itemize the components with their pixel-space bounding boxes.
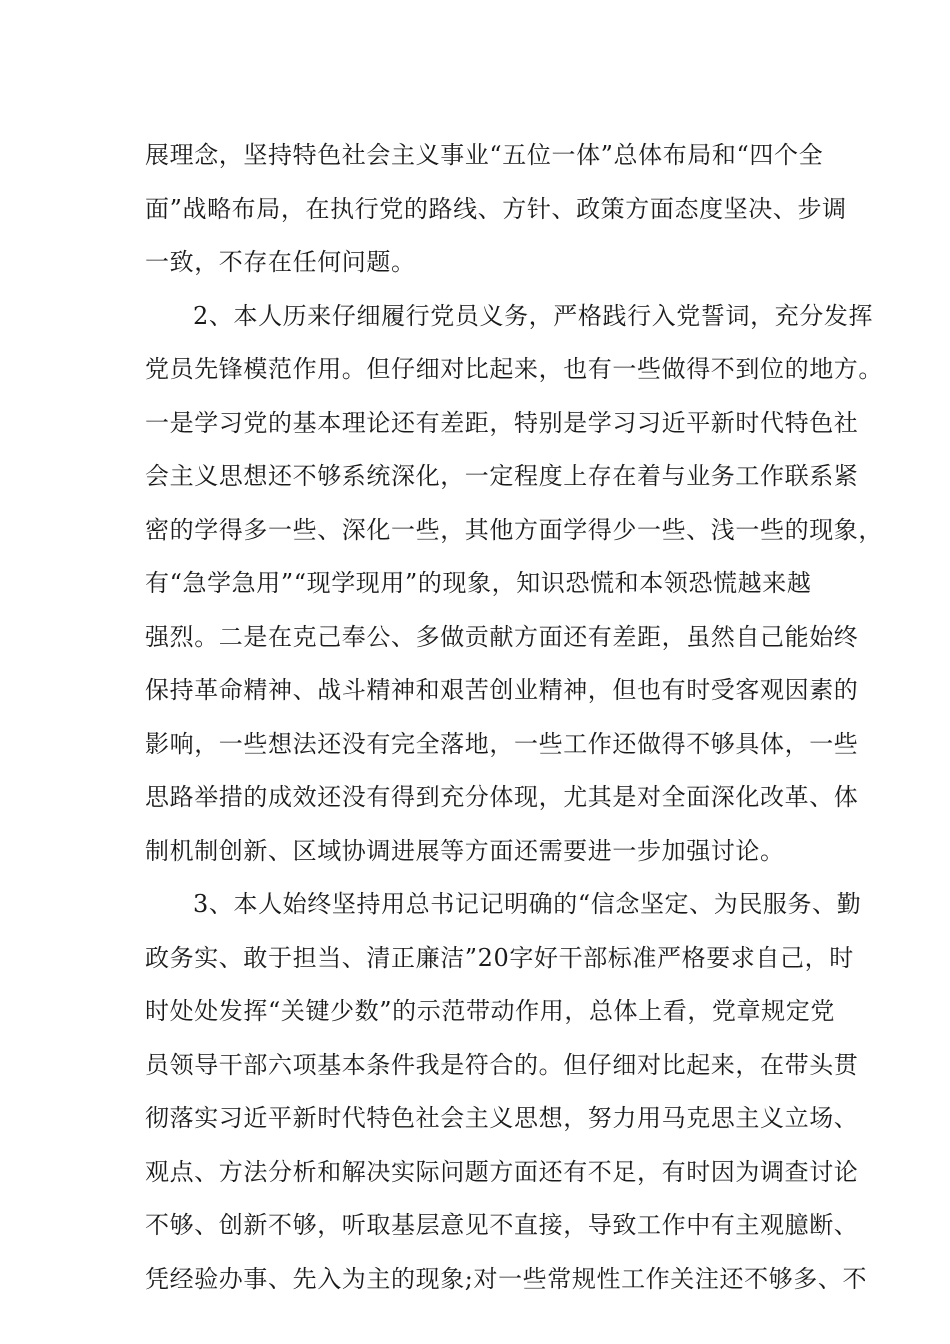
text-line: 政务实、敢于担当、清正廉洁”20字好干部标准严格要求自己，时 xyxy=(145,943,854,972)
text-line: 时处处发挥“关键少数”的示范带动作用，总体上看，党章规定党 xyxy=(145,997,835,1025)
text-line: 保持革命精神、战斗精神和艰苦创业精神，但也有时受客观因素的 xyxy=(145,676,859,704)
text-line: 员领导干部六项基本条件我是符合的。但仔细对比起来，在带头贯 xyxy=(145,1050,859,1079)
paragraph-2-first-line: 2、本人历来仔细履行党员义务，严格践行入党誓词，充分发挥 xyxy=(193,301,874,330)
text-line: 有“急学急用”“现学现用”的现象，知识恐慌和本领恐慌越来越 xyxy=(145,569,812,597)
body-text xyxy=(145,129,883,1306)
text-line: 影响，一些想法还没有完全落地，一些工作还做得不够具体，一些 xyxy=(145,729,859,758)
text-line: 彻落实习近平新时代特色社会主义思想，努力用马克思主义立场、 xyxy=(145,1104,859,1132)
paragraph-3-first-line: 3、本人始终坚持用总书记记明确的“信念坚定、为民服务、勤 xyxy=(193,890,862,918)
text-line: 制机制创新、区域协调进展等方面还需要进一步加强讨论。 xyxy=(145,836,785,865)
text-line: 不够、创新不够，听取基层意见不直接，导致工作中有主观臆断、 xyxy=(145,1211,859,1239)
text-line: 思路举措的成效还没有得到充分体现，尤其是对全面深化改革、体 xyxy=(145,783,859,811)
text-line: 一致，不存在任何问题。 xyxy=(145,248,416,276)
text-line: 展理念，坚持特色社会主义事业“五位一体”总体布局和“四个全 xyxy=(145,141,824,169)
text-line: 一是学习党的基本理论还有差距，特别是学习习近平新时代特色社 xyxy=(145,408,859,437)
text-line: 密的学得多一些、深化一些，其他方面学得少一些、浅一些的现象， xyxy=(145,515,883,544)
text-line: 面”战略布局，在执行党的路线、方针、政策方面态度坚决、步调 xyxy=(145,194,847,223)
text-line: 观点、方法分析和解决实际问题方面还有不足，有时因为调查讨论 xyxy=(145,1157,859,1186)
text-line: 党员先锋模范作用。但仔细对比起来，也有一些做得不到位的地方。 xyxy=(145,355,883,383)
text-line: 强烈。二是在克己奉公、多做贡献方面还有差距，虽然自己能始终 xyxy=(145,622,859,651)
text-line: 凭经验办事、先入为主的现象;对一些常规性工作关注还不够多、不 xyxy=(145,1264,868,1293)
text-line: 会主义思想还不够系统深化，一定程度上存在着与业务工作联系紧 xyxy=(145,462,859,490)
